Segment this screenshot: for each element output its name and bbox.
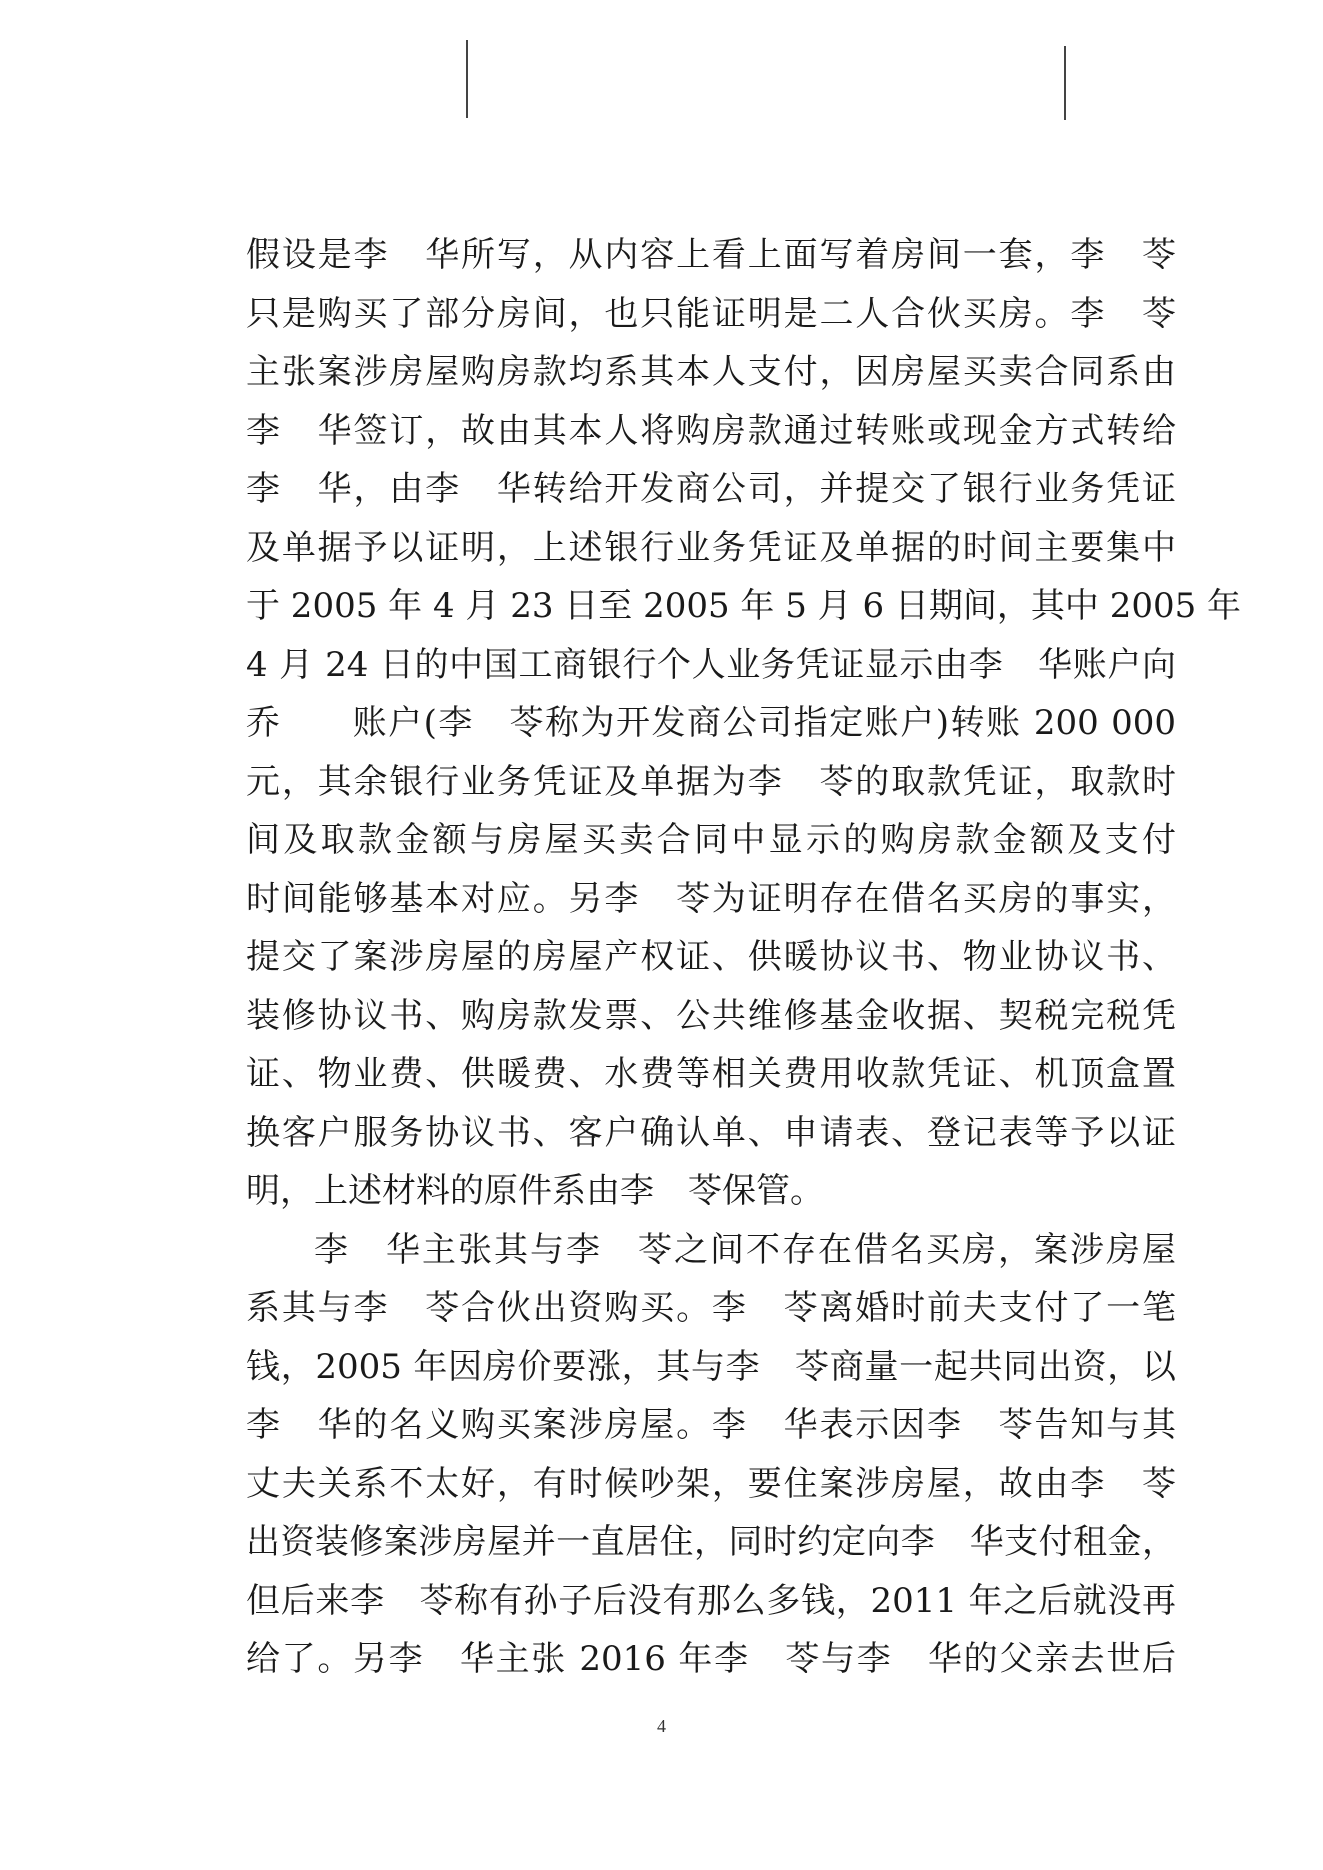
text-line: 李 华主张其与李 苓之间不存在借名买房，案涉房屋 (314, 1229, 1176, 1270)
text-line: 丈夫关系不太好，有时候吵架，要住案涉房屋，故由李 苓 (246, 1463, 1176, 1504)
text-line: 明，上述材料的原件系由李 苓保管。 (246, 1171, 824, 1211)
text-line: 但后来李 苓称有孙子后没有那么多钱，2011 年之后就没再 (246, 1580, 1176, 1621)
text-line: 时间能够基本对应。另李 苓为证明存在借名买房的事实， (246, 878, 1176, 919)
text-line: 给了。另李 华主张 2016 年李 苓与李 华的父亲去世后 (246, 1639, 1176, 1679)
text-line: 乔 账户(李 苓称为开发商公司指定账户)转账 200 000 (246, 703, 1176, 743)
text-line: 证、物业费、供暖费、水费等相关费用收款凭证、机顶盒置 (246, 1054, 1176, 1094)
text-line: 换客户服务协议书、客户确认单、申请表、登记表等予以证 (246, 1112, 1176, 1153)
paragraph-2 (246, 1221, 1176, 1748)
text-line: 李 华的名义购买案涉房屋。李 华表示因李 苓告知与其 (246, 1405, 1176, 1445)
text-line: 钱，2005 年因房价要涨，其与李 苓商量一起共同出资，以 (246, 1346, 1176, 1387)
text-line: 4 月 24 日的中国工商银行个人业务凭证显示由李 华账户向 (246, 644, 1176, 685)
text-line: 李 华签订，故由其本人将购房款通过转账或现金方式转给 (246, 410, 1176, 451)
text-line: 只是购买了部分房间，也只能证明是二人合伙买房。李 苓 (246, 293, 1176, 334)
text-line: 系其与李 苓合伙出资购买。李 苓离婚时前夫支付了一笔 (246, 1288, 1176, 1328)
text-line: 李 华，由李 华转给开发商公司，并提交了银行业务凭证 (246, 469, 1176, 509)
text-line: 及单据予以证明，上述银行业务凭证及单据的时间主要集中 (246, 527, 1176, 568)
text-line: 假设是李 华所写，从内容上看上面写着房间一套，李 苓 (246, 235, 1176, 275)
text-line: 装修协议书、购房款发票、公共维修基金收据、契税完税凭 (246, 995, 1176, 1036)
text-line: 间及取款金额与房屋买卖合同中显示的购房款金额及支付 (246, 820, 1176, 860)
text-line: 提交了案涉房屋的房屋产权证、供暖协议书、物业协议书、 (246, 937, 1176, 977)
text-line: 于 2005 年 4 月 23 日至 2005 年 5 月 6 日期间，其中 2005 年 (246, 586, 1242, 626)
paragraph-1 (246, 226, 1242, 1221)
binding-mark-left (466, 40, 468, 118)
text-line: 出资装修案涉房屋并一直居住，同时约定向李 华支付租金， (246, 1522, 1176, 1562)
page-number: 4 (657, 1716, 666, 1736)
binding-mark-right (1064, 46, 1066, 120)
text-line: 元，其余银行业务凭证及单据为李 苓的取款凭证，取款时 (246, 761, 1176, 802)
body-text (246, 226, 1242, 1747)
text-line: 主张案涉房屋购房款均系其本人支付，因房屋买卖合同系由 (246, 352, 1176, 392)
